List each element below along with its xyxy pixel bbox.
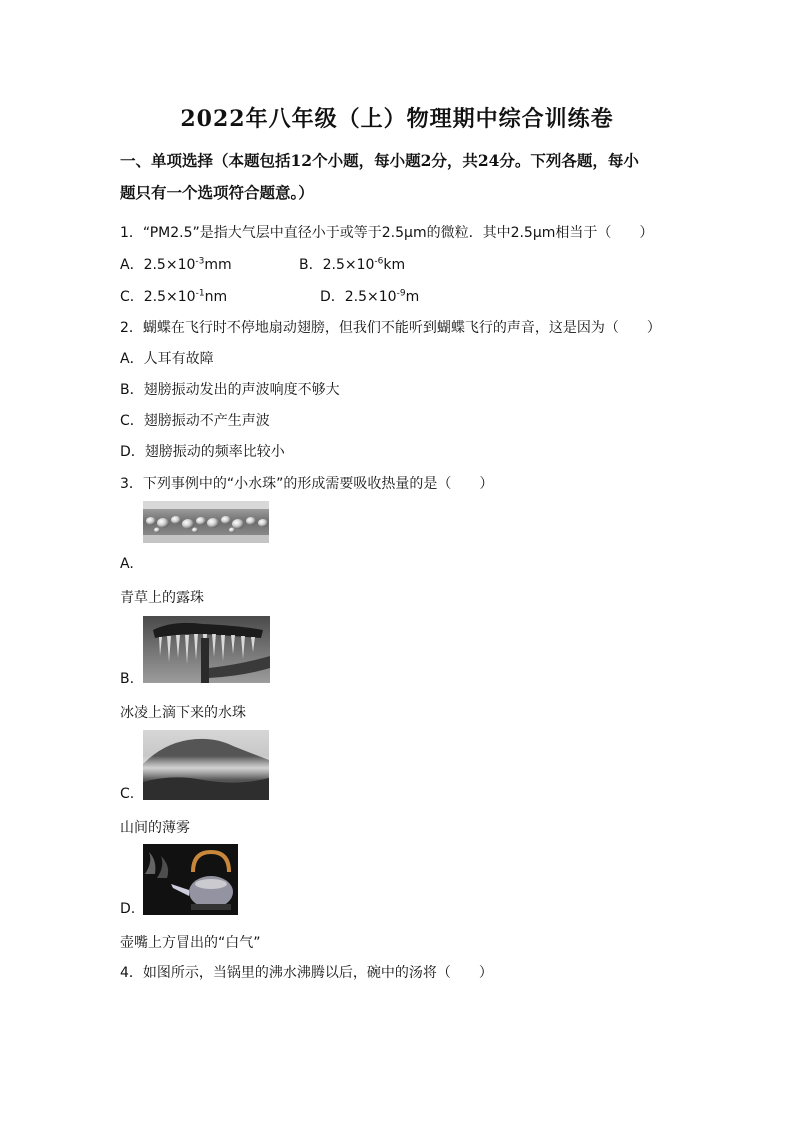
question-3-option-b-caption: 冰凌上滴下来的水珠: [120, 705, 246, 721]
option-a-prefix: A．2.5×10: [120, 257, 196, 273]
question-3-option-c-letter: C.: [120, 786, 135, 802]
question-3-option-c-caption: 山间的薄雾: [120, 820, 190, 836]
question-2-option-a: A．人耳有故障: [120, 351, 214, 367]
question-1-option-a: [120, 254, 232, 274]
option-a-unit: mm: [204, 257, 232, 273]
section-heading-line-1: 一、单项选择（本题包括12个小题，每小题2分，共24分。下列各题，每小: [120, 151, 639, 170]
option-a-exponent: -3: [195, 256, 205, 267]
option-c-exponent: -1: [195, 288, 205, 299]
question-3-option-d-caption: 壶嘴上方冒出的“白气”: [120, 935, 261, 951]
question-3-option-a-letter: A.: [120, 556, 134, 572]
question-2-option-b: B．翅膀振动发出的声波响度不够大: [120, 382, 340, 398]
option-d-unit: m: [405, 289, 420, 305]
option-c-prefix: C．2.5×10: [120, 289, 196, 305]
question-3-option-b-letter: B.: [120, 671, 135, 687]
question-1-option-d: [320, 286, 419, 306]
question-2-option-d: D．翅膀振动的频率比较小: [120, 444, 285, 460]
question-1-stem: 1．“PM2.5”是指大气层中直径小于或等于2.5μm的微粒．其中2.5μm相当于（ ）: [120, 225, 654, 241]
question-3-option-a-caption: 青草上的露珠: [120, 590, 204, 606]
question-3-option-d-letter: D.: [120, 901, 136, 917]
question-1-option-c: [120, 286, 227, 306]
kettle-steam-photo: [143, 844, 238, 915]
icicles-photo: [143, 616, 270, 683]
option-b-prefix: B．2.5×10: [299, 257, 375, 273]
section-heading: [120, 145, 690, 209]
dew-drops-photo: [143, 501, 269, 543]
page-title: 2022年八年级（上）物理期中综合训练卷: [180, 106, 614, 132]
option-d-prefix: D．2.5×10: [320, 289, 397, 305]
option-c-unit: nm: [204, 289, 228, 305]
option-b-unit: km: [383, 257, 406, 273]
mountain-fog-photo: [143, 730, 269, 800]
option-b-exponent: -6: [374, 256, 384, 267]
question-1-option-b: [299, 254, 405, 274]
question-2-option-c: C．翅膀振动不产生声波: [120, 413, 270, 429]
question-2-stem: 2．蝴蝶在飞行时不停地扇动翅膀，但我们不能听到蝴蝶飞行的声音，这是因为（ ）: [120, 320, 661, 336]
option-d-exponent: -9: [396, 288, 406, 299]
question-3-stem: 3．下列事例中的“小水珠”的形成需要吸收热量的是（ ）: [120, 476, 494, 492]
question-4-stem: 4．如图所示，当锅里的沸水沸腾以后，碗中的汤将（ ）: [120, 965, 493, 981]
section-heading-line-2: 题只有一个选项符合题意。）: [120, 183, 314, 202]
